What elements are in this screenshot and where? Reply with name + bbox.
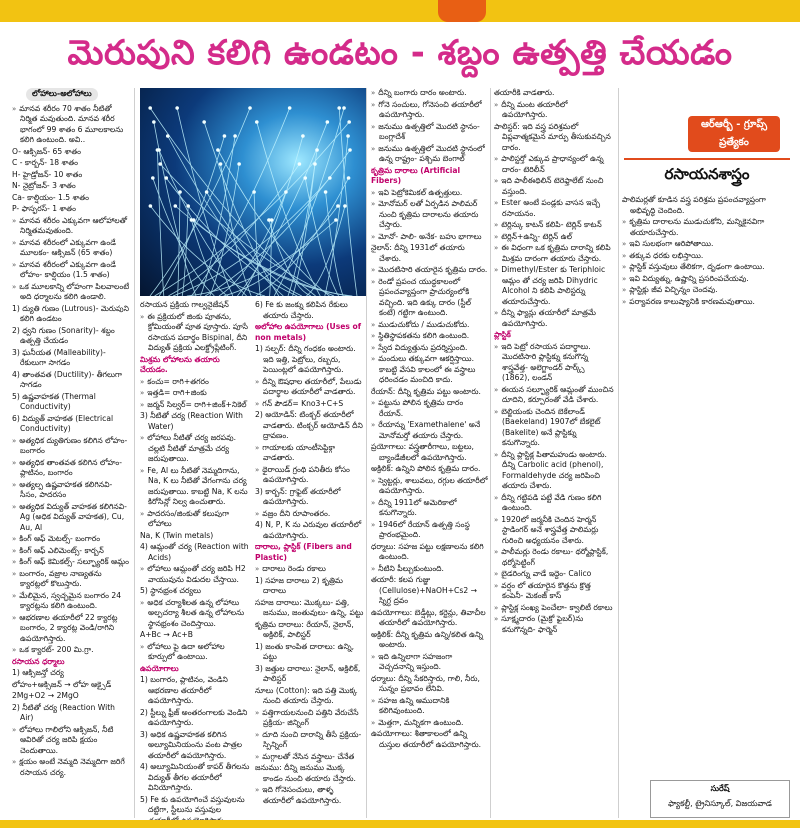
bottom-color-bar (0, 820, 800, 828)
article-paragraph: » నీటిని పీల్చుకుంటుంది. (371, 564, 489, 575)
article-paragraph: » థైరాయిడ్ గ్రంథి పనితీరు కోసం ఉపయోగిస్తారు. (255, 465, 365, 486)
article-paragraph: 3) ఘనీయత (Malleability)- రేకులుగా సాగడం (12, 347, 106, 367)
article-paragraph: నూలు (Cotton): ఇది పత్తి మొక్క నుంచి తయారు చేస్తారు. (255, 685, 358, 705)
article-paragraph: » Fe, Al లు నీటితో నెమ్మదిగాను, Na, K లు నీటితో వేగంగాను చర్య జరుపుతాయి. కాబట్టి Na, K లను కిరోసిన్లో నిల్వ ఉంచుతారు. (140, 466, 250, 508)
article-paragraph: రేయాన్: దీన్ని కృత్రిమ పట్టు అంటారు. (371, 386, 481, 396)
article-paragraph: » సూక్ష్మదారం (మైక్రో ఫైబర్)ను కనుగొన్నది- ఫార్మెన్ (494, 614, 614, 635)
article-paragraph: 3) నీటితో చర్య (Reaction With Water) (140, 411, 243, 431)
article-paragraph: » లోహాలు నీటితో చర్య జరపవు. చల్లటి నీటితో మాత్రమే చర్య జరుపుతాయి. (140, 433, 250, 465)
article-paragraph: 5) ఉష్ణవాహకత (Thermal Conductivity) (12, 391, 96, 411)
top-color-bar (0, 0, 800, 22)
article-paragraph: » దీన్ని ఫ్యాన్లు తయారీలో మాత్రమే ఉపయోగిస్తారు. (494, 308, 614, 329)
article-paragraph: » మగ్గాలతో నేసిన వస్త్రాలు- చేనేత (255, 752, 365, 763)
article-paragraph: » ఇవి విద్యుత్ను, ఉష్ణాన్ని ప్రసరింపచేయవు. (622, 274, 788, 285)
section-heading: ప్లాస్టిక్ (494, 330, 511, 339)
article-paragraph: » ఈ ప్రక్రియలో జింకు పూతను, క్రోమియంతో పూత పూస్తారు. పూసే రసాయన పదార్థం Bispinal, దీని విద్యుత్ ప్రక్రియ ఎలక్ట్రోప్లేటింగ్. (140, 312, 250, 354)
article-paragraph: జనుము: దీన్ని జనుము మొక్క కాండం నుంచి తయారు చేస్తారు. (255, 763, 356, 783)
article-paragraph: » లోహాలు గాలిలోని ఆక్సిజన్, నీటి ఆవిరితో చర్య జరిపి క్షయం చెందుతాయి. (12, 725, 130, 757)
fiber-strands-illustration (140, 88, 366, 296)
article-paragraph: » మానవ శరీరంలో ఎక్కువగా ఉండే మూలకం- ఆక్సిజన్ (65 శాతం) (12, 238, 130, 259)
article-paragraph: » వర్షం లో తయారైన కొత్తను క్రొత్త కంపెనీ- మెకంజ్ కాస్ (494, 581, 614, 602)
article-paragraph: 4) ఆమ్లంతో చర్య (Reaction with Acids) (140, 542, 249, 562)
article-paragraph: ధర్మాలు: దీన్ని సేకరిస్తారు, గాలి, నీరు, సున్నం ప్రభావం లేనివి. (371, 673, 480, 693)
article-paragraph: » ఇవి సులభంగా ఆరిపోతాయి. (622, 239, 788, 250)
column-divider (618, 88, 619, 818)
article-paragraph: » స్థితిస్థాపకతను కలిగి ఉంటుంది. (371, 331, 489, 342)
article-paragraph: » అత్యల్ప ఉష్ణవాహకత కలిగినవి- సీసం, పాదరసం (12, 480, 130, 501)
article-paragraph: ఉపయోగాలు: శీతాకాలంలో ఉన్ని దుస్తుల తయారీలో ఉపయోగిస్తారు. (371, 729, 482, 749)
article-paragraph: 4) తాంతవత (Ductility)- తీగలుగా సాగడం (12, 369, 122, 389)
article-paragraph: » మేలిమైన, స్వచ్ఛమైన బంగారం 24 క్యారట్లను కలిగి ఉంటుంది. (12, 591, 130, 612)
article-paragraph: » ఆభరణాల తయారీలో 22 క్యారట్ల బంగారం, 2 క్యారట్ల వెండి/రాగిని ఉపయోగిస్తారు. (12, 613, 130, 645)
article-paragraph: » బంగారం, వజ్రాల నాణ్యతను క్యారట్లలో కొలుస్తారు. (12, 569, 130, 590)
article-paragraph: » గన్ పౌడర్= Kno3+C+S (255, 399, 365, 410)
column-divider (366, 88, 367, 818)
article-paragraph: » పర్యావరణ కాలుష్యానికి కారణమవుతాయి. (622, 297, 788, 308)
article-paragraph: » 1920లో జర్మనీకి చెందిన హెర్మన్ స్టాడింగర్ అనే శాస్త్రవేత్త పాలిమర్లు గురించి అధ్యయనం చేశారు. (494, 515, 614, 547)
article-paragraph: » Dimethyl/Ester కు Teriphloic ఆమ్లం తో చర్య జరిపి Dihydric Alcohol ని కలిపి పాలిస్టర్ను తయారుచేస్తారు. (494, 265, 614, 307)
article-paragraph: » తక్కువ ధరకు లభిస్తాయి. (622, 251, 788, 262)
article-column-6 (622, 195, 788, 765)
article-paragraph: » కృత్రిమ దారాలను ముడుచుకోని, మన్నికైనవిగా తయారుచేస్తారు. (622, 217, 788, 238)
article-paragraph: 1) ఆక్సిజన్తో చర్య (12, 668, 64, 677)
article-paragraph: » క్షయం అంటే నెమ్మది నెమ్మదిగా జరిగే రసాయన చర్య. (12, 757, 130, 778)
article-paragraph: కృత్రిమ దారాలు: రేయాన్, నైలాన్, అక్రిలిక్, పాలిస్టర్ (255, 619, 354, 639)
article-paragraph: 4) N, P, K ను ఎరువుల తయారీలో ఉపయోగిస్తారు. (255, 520, 362, 540)
author-designation: ఫ్యాకల్టీ, ట్రైనిస్కూల్, విజయవాడ (668, 799, 772, 808)
column-divider (134, 88, 135, 818)
article-paragraph: » ఇది ఉన్నిలాగా సహజంగా వెచ్చదనాన్ని ఇస్తుంది. (371, 652, 489, 673)
article-paragraph: » ప్లాస్టిక్లు జీవ విచ్ఛిన్నం చెందవు. (622, 285, 788, 296)
article-paragraph: C - కార్బన్- 18 శాతం (12, 158, 78, 167)
section-badge (438, 0, 486, 22)
article-paragraph: తయారీకి వాడతారు. (494, 88, 555, 97)
article-paragraph: » వజ్రం దీని రూపాంతరం. (255, 509, 365, 520)
section-heading: మిశ్రమ లోహాలను తయారు చేయడం. (140, 354, 220, 374)
article-paragraph: P- ఫాస్ఫరస్- 1 శాతం (12, 204, 76, 213)
article-paragraph: 3) కార్బన్: గ్రాఫైట్ తయారీలో ఉపయోగిస్తారు. (255, 486, 341, 506)
article-paragraph: » ముడుచుకోదు / ముడుచుకోదు. (371, 320, 489, 331)
article-paragraph: » బైడరింగ్ను వాడే ఇద్దెం- Calico (494, 569, 614, 580)
article-paragraph: రసాయన ప్రక్రియ గాల్వనైజేషన్ (140, 300, 229, 309)
article-paragraph: 4) అల్యూమినియంతో కాపర్ తీగలను విద్యుత్ తీగల తయారీలో వినియోగిస్తారు. (140, 762, 250, 792)
article-paragraph: 1) జంతు కాంపిత దారాలు: ఉన్ని, పట్టు (255, 641, 355, 661)
section-heading: కృత్రిమ దారాలు (Artificial Fibers) (371, 165, 461, 185)
article-paragraph: » ప్లాస్టిక్ల సంఖ్య పెంచేలా- క్వాలిటీ రకాలు (494, 603, 614, 614)
article-paragraph: ఉపయోగాలు: బెడ్షీట్లు, కర్టెన్లు, తివాచీల తయారీలో ఉపయోగిస్తారు. (371, 607, 486, 627)
article-paragraph: » గోనె సంచులు, గోనెసంచి తయారీలో ఉపయోగిస్తారు. (371, 100, 489, 121)
article-paragraph: » కింగ్ ఆఫ్ కెమికల్స్- సల్ఫ్యూరిక్ ఆమ్లం (12, 557, 130, 568)
article-column-4 (371, 88, 489, 828)
article-paragraph: » టెర్లిన్+ఉన్ని- టెర్లిన్ ఉల్ (494, 232, 614, 243)
article-paragraph: » దారాలు రెండు రకాలు (255, 564, 365, 575)
article-paragraph: » పాలిస్టర్తో ఎక్కువ ప్రాధాన్యంలో ఉన్న దారం- టెరిలీన్ (494, 154, 614, 175)
article-paragraph: 1) ద్యుతి గుణం (Lutrous)- మెరుపుని కలిగి ఉండటం (12, 303, 129, 323)
article-paragraph: » ఇత్తడి= రాగి+జింకు (140, 388, 250, 399)
article-paragraph: » కంచు= రాగి+తగరం (140, 377, 250, 388)
article-paragraph: లోహం+ఆక్సిజన్ → లోహ ఆక్సైడ్ (12, 679, 112, 689)
section-heading: ఉపయోగాలు (140, 663, 179, 673)
article-paragraph: » దీన్ని మంట తయారీలో ఉపయోగిస్తారు. (494, 100, 614, 121)
optical-fiber-photo (140, 88, 366, 296)
article-paragraph: » ఈయన సల్ఫ్యూరిక్ ఆమ్లంతో ముంచిన దూదిని, కర్పూరంతో వేడి చేశారు. (494, 385, 614, 406)
subject-title: రసాయనశాస్త్రం (624, 158, 790, 188)
article-paragraph: 3) జత్తుల దారాలు: నైలాన్, అక్రిలిక్, పాలిస్టర్ (255, 663, 361, 683)
article-paragraph: A+Bc → Ac+B (140, 630, 193, 639)
article-paragraph: » రెండో ప్రపంచ యుద్ధకాలంలో ప్రపంచవ్యాప్తంగా ప్రాచుర్యంలోకి వచ్చింది. ఇది ఉక్కు దారం (స్టీల్ కంటే) గట్టిగా ఉంటుంది. (371, 277, 489, 319)
article-paragraph: » ఇది పెట్రో రసాయన పదార్థాలు. మొదటిసారి ప్లాస్టిక్ను కనుగొన్న శాస్త్రవేత్త- అలెగ్జాండర్ పార్క్స్ (1862), లండన్ (494, 342, 614, 384)
article-paragraph: » గాయాలకు యాంటీసెప్టిక్గా వాడతారు. (255, 443, 365, 464)
article-paragraph: » దీన్ని ఔషధాల తయారీలో, పేలుడు పదార్థాల తయారీలో వాడతారు. (255, 377, 365, 398)
article-paragraph: » జర్మన్ సిల్వర్= రాగి+జింక్+నికెల్ (140, 400, 250, 411)
article-paragraph: ధర్మాలు: సహజ పట్టు లక్షణాలను కలిగి ఉంటుంది. (371, 541, 484, 561)
article-paragraph: H- హైడ్రోజన్- 10 శాతం (12, 169, 83, 179)
article-paragraph: » ఇవి పెట్రోకెమికల్ ఉత్పత్తులు. (371, 188, 489, 199)
article-paragraph: » స్వెట్టర్లు, శాలువలు, రగ్గుల తయారీలో ఉపయోగిస్తారు. (371, 476, 489, 497)
article-paragraph: » దీన్ని 1911లో అమెరికాలో కనుగొన్నారు. (371, 498, 489, 519)
article-paragraph: పాలిమర్లతో కూడిన వస్త్ర పరిశ్రమ ప్రపంచవ్యాప్తంగా అభివృద్ధి చెందింది. (622, 195, 766, 215)
article-paragraph: N- నైట్రోజన్- 3 శాతం (12, 181, 76, 190)
article-paragraph: » బెల్జియంకు చెందిన బెకేలాండ్ (Baekeland) 1907లో బేకలైట్ (Bakelite) అనే ప్లాస్టిక్ను కనుగొన్నారు. (494, 407, 614, 449)
article-paragraph: » దీన్ని గట్టిపడి పట్టే వేడి గుణం కలిగి ఉంటుంది. (494, 493, 614, 514)
article-paragraph: » సహజ ఉన్ని ఆముదానికి కలిగివుంటుంది. (371, 696, 489, 717)
article-paragraph: » లోహాలు పై ఉదా అలోహాల కూర్పులో ఉంటాయి. (140, 642, 250, 663)
article-paragraph: » లోహాలు ఆమ్లంతో చర్య జరిపి H2 వాయువును విడుదల చేస్తాయి. (140, 564, 250, 585)
article-paragraph: 6) Fe కు జంక్ను కలిపిన రేకులు తయారు చేస్తారు. (255, 300, 348, 320)
article-paragraph: 2Mg+O2 → 2MgO (12, 691, 79, 700)
article-paragraph: » పాదరసం/జింకుతో కలుపుగా లోహాలు (140, 509, 250, 530)
article-paragraph: » మోనోమర్ లతో ఏర్పడిన పాలిమర్ నుంచి కృత్రిమ దారాలను తయారు చేస్తారు. (371, 199, 489, 231)
article-paragraph: » పట్టును పోలిన కృత్రిమ దారం రేయాన్. (371, 398, 489, 419)
article-paragraph: » అత్యధిక విద్యుత్ వాహకత కలిగినవి- Ag (అధిక విద్యుత్ వాహకత), Cu, Au, Al (12, 502, 130, 534)
article-paragraph: తయారీ: కలప గుజ్జు (Cellulose)+NaOH+Cs2 → స్నిగ్ధ ద్రవం (371, 575, 477, 605)
article-paragraph: » దీన్ని ప్లాస్టిక్ల పితామహుడు అంటారు. దీన్ని Carbolic acid (phenol), Formaldehyde చర్య జరిపించి తయారు చేశారు. (494, 450, 614, 492)
article-paragraph: » మొదటిసారి తయారైన కృత్రిమ దారం. (371, 265, 489, 276)
section-heading: రసాయన ధర్మాలు (12, 656, 65, 666)
article-paragraph: 2) ధ్వని గుణం (Sonarity)- శబ్దం ఉత్పత్తి చేయడం (12, 325, 115, 345)
article-paragraph: » ఒక క్యారట్- 200 మి.గ్రా. (12, 645, 130, 656)
article-paragraph: » మానవ శరీరం ఎక్కువగా ఆలోహాలతో నిర్మితమవుతుంది. (12, 216, 130, 237)
article-paragraph: » దీన్ని బంగారు దారం అంటారు. (371, 88, 489, 99)
section-heading: అలోహాల ఉపయోగాలు (Uses of non metals) (255, 322, 362, 342)
article-paragraph: » ఒక మూలకాన్ని లోహంగా పిలవాలంటే అది ధర్మాలను కలిగి ఉండాలి. (12, 282, 130, 303)
article-paragraph: » మానవ శరీరంలో ఎక్కువగా ఉండే లోహం- కాల్షియం (1.5 శాతం) (12, 260, 130, 281)
article-paragraph: 2) నీటితో చర్య (Reaction With Air) (12, 702, 115, 722)
article-paragraph: » అధిక చర్యాశీలత ఉన్న లోహాలు అల్పచర్యా శీలత ఉన్న లోహాలను స్థానభ్రంశం చెందిస్తాయి. (140, 598, 250, 630)
article-paragraph: పాలిస్టర్: ఇది వస్త్ర పరిశ్రమలో విప్లవాత్మకమైన మార్పు తీసుకువచ్చిన దారం. (494, 121, 611, 152)
article-paragraph: 2) స్టీల్ను ఫ్రీజ్ అంతరంగాలకు వెండిని ఉపయోగిస్తారు. (140, 707, 248, 727)
article-paragraph: » అత్యధిక తాంతవత కలిగిన లోహం- ప్లాటినం, బంగారం (12, 458, 130, 479)
article-paragraph: » రేయాన్ను 'Examethalene' అనే మోనోమర్తో తయారు చేస్తారు. (371, 420, 489, 441)
article-paragraph: అక్రిలిక్: దీన్ని కృత్రిమ ఉన్ని/కలిత ఉన్ని అంటారు. (371, 629, 483, 649)
article-paragraph: » మానవ శరీరం 70 శాతం నీటితో నిర్మిత మవుతుంది. మానవ శరీర భాగంలో 99 శాతం 6 మూలకాలను కలిగి ఉంటుంది. అవి.. (12, 104, 130, 146)
article-paragraph: 5) స్థానభ్రంశ చర్యలు (140, 586, 202, 595)
article-paragraph: Na, K (Twin metals) (140, 530, 214, 540)
article-paragraph: » టెర్లిన్కు కాటన్ కలిపి- టెర్లిన్ కాటన్ (494, 220, 614, 231)
article-paragraph: » మోనో- పాలి- అనేక- బహు భాగాలు (371, 232, 489, 243)
article-paragraph: » కింగ్ ఆఫ్ ఎలిమెంట్స్- కార్బన్ (12, 546, 130, 557)
article-paragraph: » జనుము ఉత్పత్తిలో మొదటి స్థానంలో ఉన్న రాష్ట్రం- పశ్చిమ బెంగాల్ (371, 144, 489, 165)
author-name: సురేష్ (710, 784, 730, 793)
article-paragraph: 1) బంగారం, ప్లాటినం, వెండిని ఆభరణాల తయారీలో ఉపయోగిస్తారు. (140, 675, 228, 705)
article-paragraph: 1) సహజ దారాలు 2) కృత్రిమ దారాలు (255, 575, 343, 595)
article-paragraph: » 1946లో రేయాన్ ఉత్పత్తి సంస్థ ప్రారంభమైంది. (371, 520, 489, 541)
article-paragraph: » కింగ్ ఆఫ్ మెటల్స్- బంగారం (12, 534, 130, 545)
article-paragraph: » దూది నుంచి దారాన్ని తీసే ప్రక్రియ- స్పిన్నింగ్ (255, 730, 365, 751)
article-paragraph: నైలాన్: దీన్ని 1931లో తయారు చేశారు. (371, 243, 465, 263)
article-paragraph: ప్రయోగాలు: వస్త్రతారీగాలు, బట్టలు, బ్యాండేజీలలో ఉపయోగిస్తారు. (371, 442, 474, 462)
column-divider (490, 88, 491, 818)
page-headline: మెరుపుని కలిగి ఉండటం - శబ్దం ఉత్పత్తి చేయడం (67, 33, 733, 73)
series-title: ఆర్ఆర్బీ - గ్రూప్స్ ప్రత్యేకం (688, 116, 780, 152)
article-paragraph: » మందులు తక్కువగా ఆకర్షిస్తాయి. కాబట్టి వేసవి కాలంలో ఈ వస్త్రాలు ధరించడం మంచిది కాదు. (371, 354, 489, 386)
article-column-5 (494, 88, 614, 828)
article-paragraph: » మెత్తగా, మన్నికగా ఉంటుంది. (371, 718, 489, 729)
article-paragraph: » ఇది గోనెసంచులు, తాళ్ళ తయారీలో ఉపయోగిస్తారు. (255, 785, 365, 806)
article-column-1 (12, 88, 130, 828)
article-paragraph: 1) సల్ఫర్: దీన్ని గంధకం అంటారు. ఇది ఇత్తి, పెట్రోలు, రబ్బరు, పెయింట్లలో ఉపయోగిస్తారు. (255, 344, 356, 374)
author-credit (650, 780, 790, 818)
article-paragraph: O- ఆక్సిజన్- 65 శాతం (12, 146, 82, 156)
article-paragraph: » ప్లాస్టిక్ వస్తువులు తేలికగా, దృఢంగా ఉంటాయి. (622, 262, 788, 273)
article-paragraph: » జనుము ఉత్పత్తిలో మొదటి స్థానం- బంగ్లాదేశ్ (371, 122, 489, 143)
article-column-2 (140, 300, 250, 828)
article-paragraph: » ఇది పాలీఈథిలిన్ టెరెఫ్తాలేట్ నుంచి వస్తుంది. (494, 176, 614, 197)
article-paragraph: » పాలీమర్లు రెండు రకాలు- థర్మోప్లాస్టిక్, థర్మోసెట్టింగ్ (494, 547, 614, 568)
article-paragraph: సహజ దారాలు: మొక్కలు- పత్తి, జనుము, జంతువులు- ఉన్ని, పట్టు (255, 597, 364, 617)
article-paragraph: » Ester అంటే పండ్లకు వాసన ఇచ్చే రసాయనం. (494, 198, 614, 219)
article-paragraph: 2) అయోడిన్: టింక్చర్ తయారీలో వాడతారు. టింక్చర్ అయోడిన్ దీని ద్రావణం. (255, 410, 363, 440)
article-paragraph: » ఈ విధంగా ఒక కృత్రిమ దారాన్ని కలిపి మిశ్రమ దారంగా తయారు చేస్తారు. (494, 243, 614, 264)
article-paragraph: 3) అధిక ఉష్ణవాహకత కలిగిన అల్యూమినియంను వంట పాత్రల తయారీలో ఉపయోగిస్తారు. (140, 729, 243, 760)
article-paragraph: అక్రిలిక్: ఉన్నిని పోలిన కృత్రిమ దారం. (371, 464, 481, 473)
series-label-box (624, 90, 790, 194)
article-paragraph: » స్వేద విద్యుత్తును ప్రదర్శిస్తుంది. (371, 343, 489, 354)
article-paragraph: » పత్తిగాయలనుంచి పత్తిని వేరుచేసే ప్రక్రియ- జిన్నింగ్ (255, 708, 365, 729)
section-subheading: లోహాలు-అలోహాలు (26, 88, 98, 101)
section-heading: దారాలు, ప్లాస్టిక్ (Fibers and Plastic) (255, 542, 352, 562)
article-column-3 (255, 300, 365, 828)
article-paragraph: Ca- కాల్షియం- 1.5 శాతం (12, 192, 89, 202)
article-paragraph: 5) Fe కు ఉపయోగించే వస్తువులను దట్టిగా, స్టీలును వస్తువుల (140, 794, 245, 814)
article-paragraph: » అత్యధిక ద్యుతిగుణం కలిగిన లోహం- బంగారం (12, 436, 130, 457)
article-paragraph: 6) విద్యుత్ వాహకత (Electrical Conductivity) (12, 413, 114, 433)
